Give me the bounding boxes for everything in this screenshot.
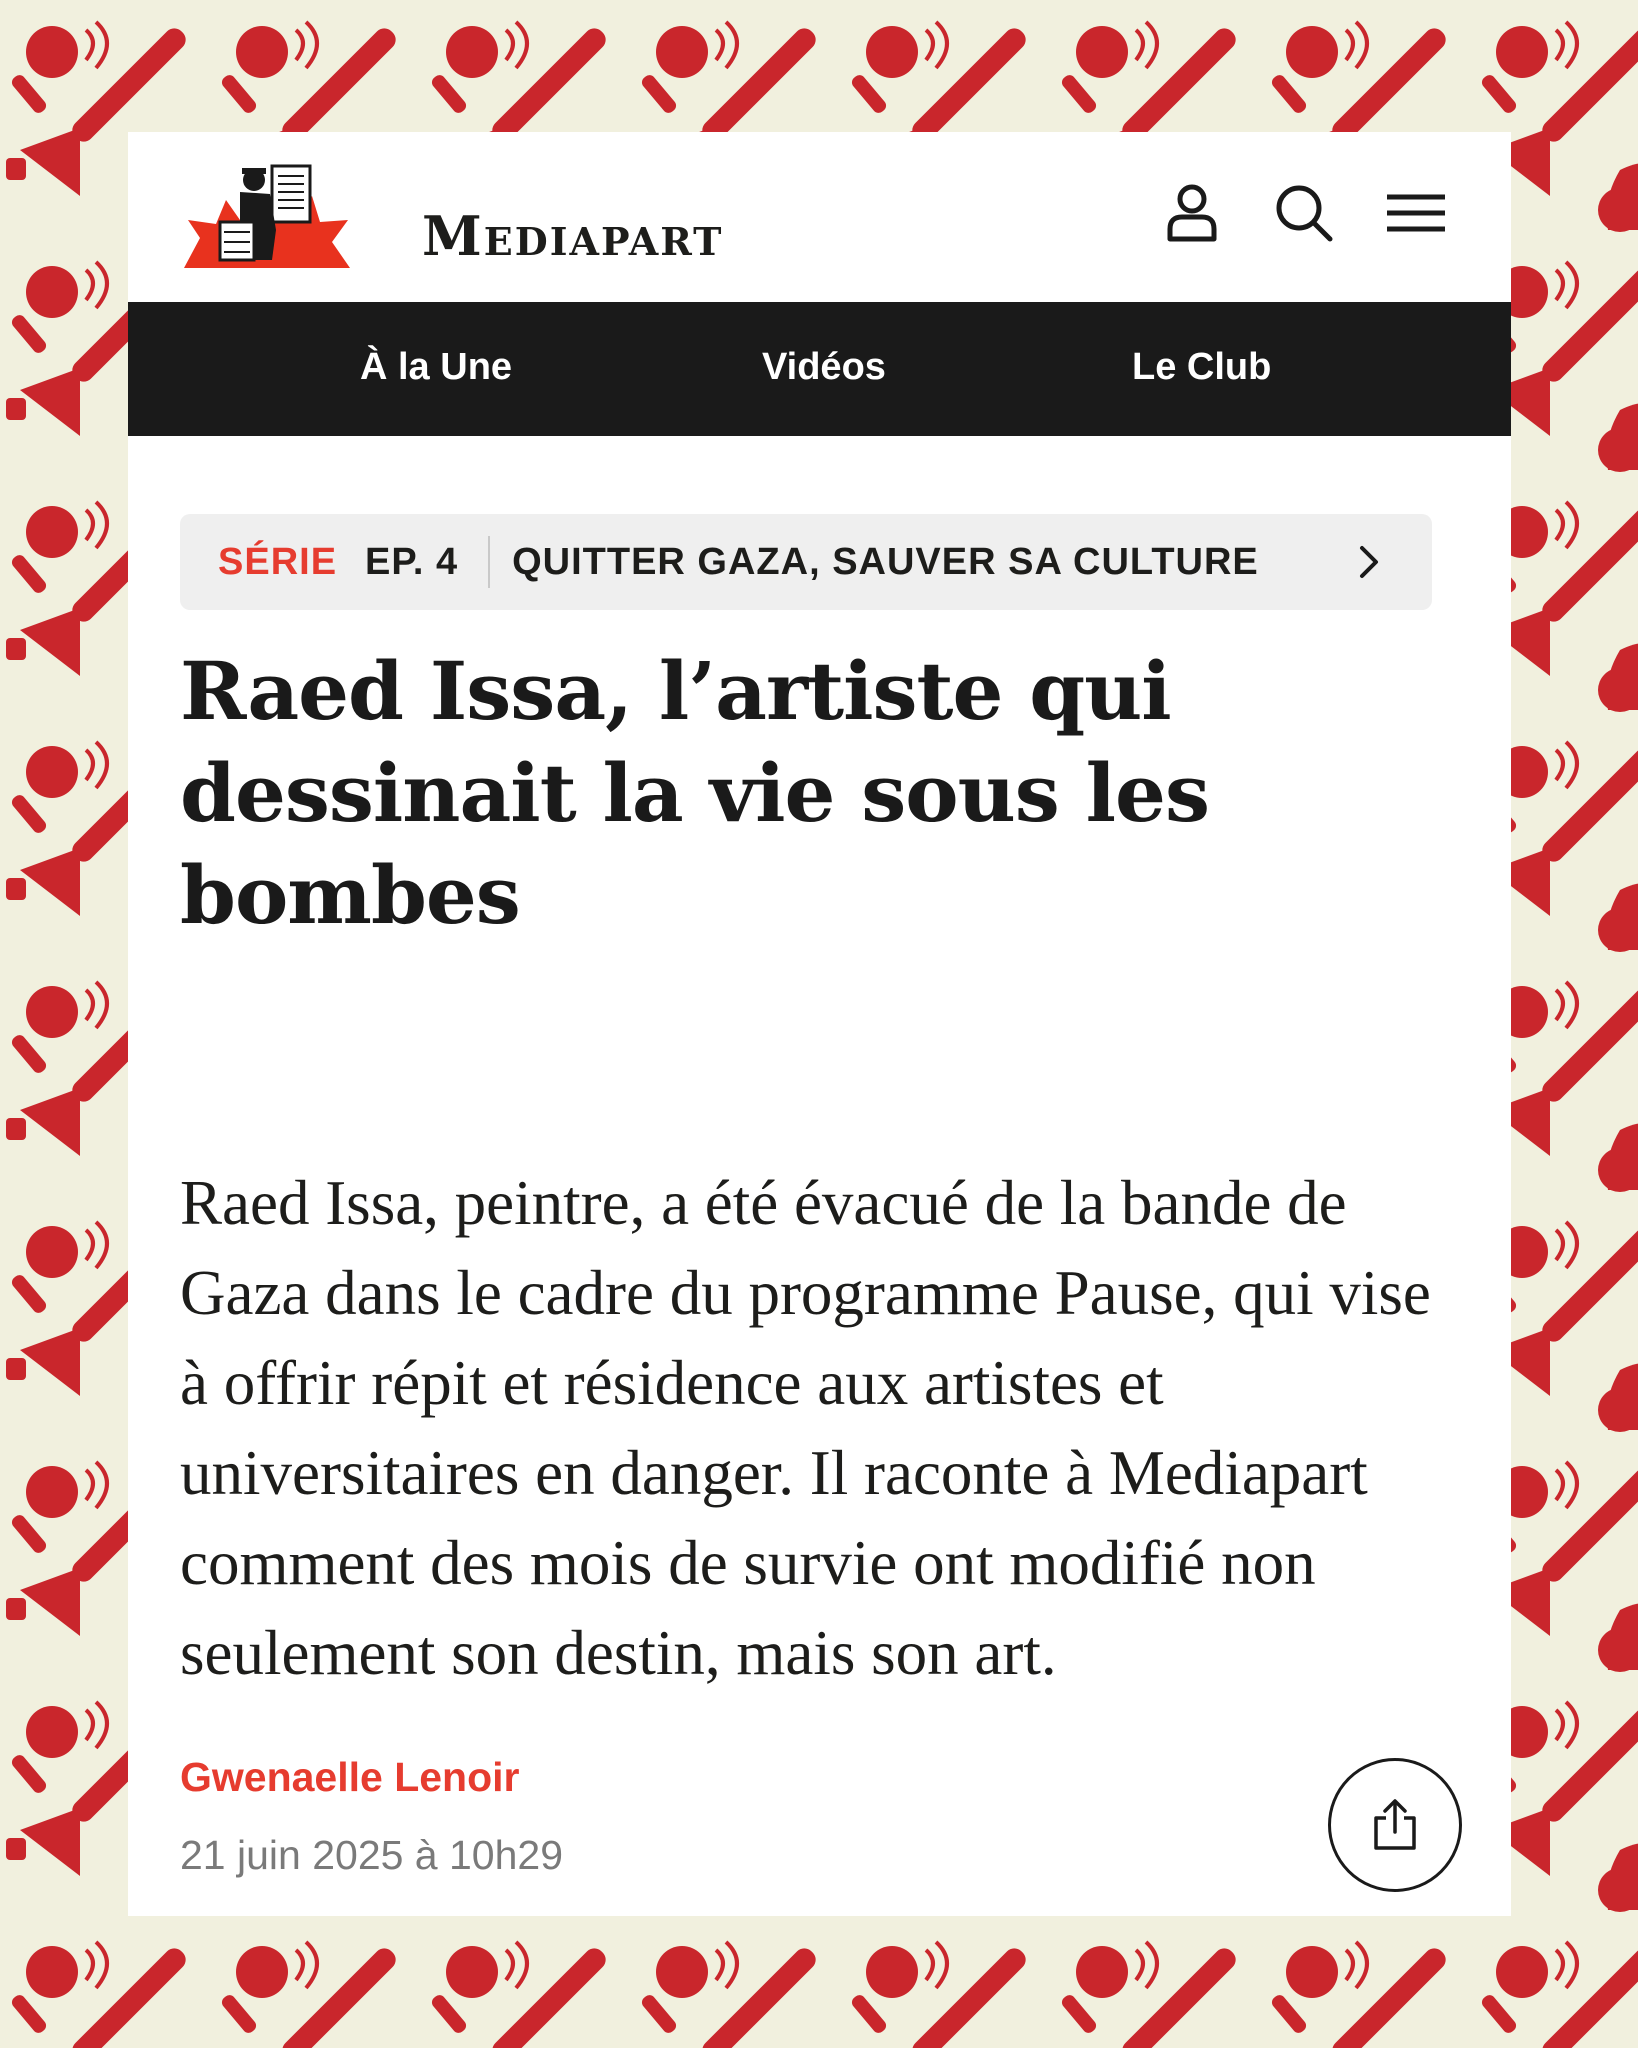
share-button[interactable] xyxy=(1328,1758,1462,1892)
main-nav xyxy=(128,302,1511,436)
article-title: Raed Issa, l’artiste qui dessinait la vie sous les bombes xyxy=(180,644,1209,942)
user-icon xyxy=(1164,183,1220,243)
menu-icon xyxy=(1385,193,1447,233)
search-button[interactable] xyxy=(1269,178,1339,248)
series-divider xyxy=(488,536,490,588)
article-card xyxy=(128,132,1511,1916)
nav-item-a-la-une[interactable]: À la Une xyxy=(360,346,513,388)
site-header xyxy=(128,132,1511,302)
account-button[interactable] xyxy=(1157,178,1227,248)
search-icon xyxy=(1274,183,1334,243)
nav-item-le-club[interactable]: Le Club xyxy=(1132,346,1272,388)
brand-wordmark: Mediapart xyxy=(422,204,724,268)
series-banner[interactable] xyxy=(180,514,1432,610)
header-actions xyxy=(1157,178,1451,248)
share-icon xyxy=(1372,1798,1418,1852)
series-title: QUITTER GAZA, SAUVER SA CULTURE xyxy=(512,540,1259,583)
series-episode: EP. 4 xyxy=(365,540,459,583)
series-kicker: SÉRIE xyxy=(218,540,338,583)
mediapart-logo[interactable] xyxy=(180,160,724,272)
article-lede: Raed Issa, peintre, a été évacué de la bande de Gaza dans le cadre du programme Pause, qui vise à offrir répit et résidence aux artistes et universitaires en danger. Il raconte à Mediapart comment des mois de survie ont modifié non seulement son destin, mais son art. xyxy=(180,1168,1431,1688)
publish-date: 21 juin 2025 à 10h29 xyxy=(180,1832,564,1878)
chevron-right-icon xyxy=(1358,544,1380,580)
author-link[interactable]: Gwenaelle Lenoir xyxy=(180,1754,520,1800)
menu-button[interactable] xyxy=(1381,178,1451,248)
newspaper-crier-icon xyxy=(180,160,352,272)
nav-item-videos[interactable]: Vidéos xyxy=(762,346,886,388)
